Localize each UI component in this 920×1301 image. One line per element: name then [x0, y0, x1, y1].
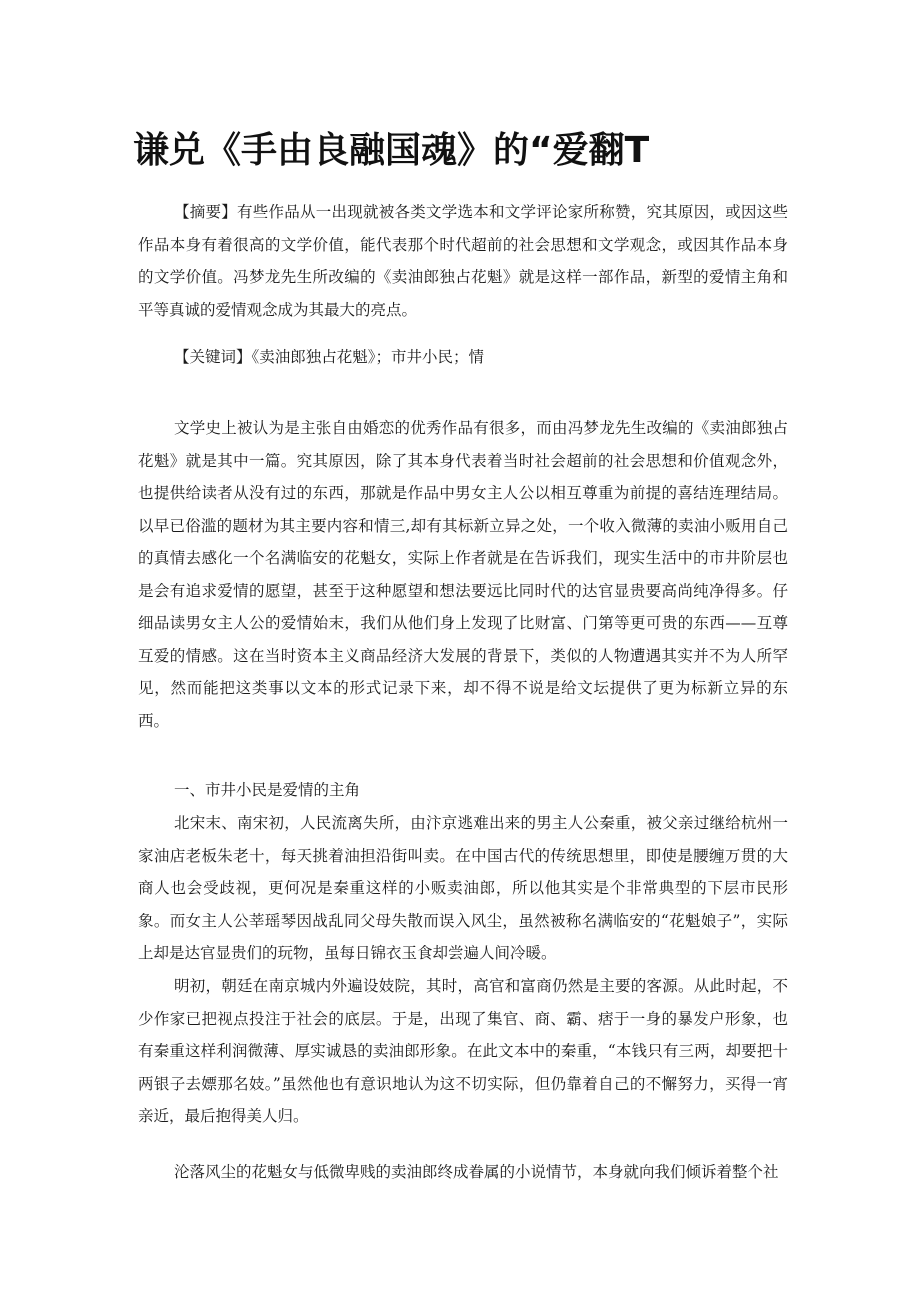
body-paragraph-intro: 文学史上被认为是主张自由婚恋的优秀作品有很多，而由冯梦龙先生改编的《卖油郎独占花魁》就是其中一篇。究其原因，除了其本身代表着当时社会超前的社会思想和价值观念外，也提供给读者从没有过的东西，那就是作品中男女主人公以相互尊重为前提的喜结连理结局。以早已俗滥的题材为其主要内容和情三,却有其标新立异之处，一个收入微薄的卖油小贩用自己的真情去感化一个名满临安的花魁女，实际上作者就是在告诉我们，现实生活中的市井阶层也是会有追求爱情的愿望，甚至于这种愿望和想法要远比同时代的达官显贵要高尚纯净得多。仔细品读男女主人公的爱情始末，我们从他们身上发现了比财富、门第等更可贵的东西——互尊互爱的情感。这在当时资本主义商品经济大发展的背景下，类似的人物遭遇其实并不为人所罕见，然而能把这类事以文本的形式记录下来，却不得不说是给文坛提供了更为标新立异的东西。	[138, 419, 788, 730]
keywords-line: 【关键词】《卖油郎独占花魁》；市井小民；情	[174, 348, 485, 366]
document-title: 谦兑《手由良融国魂》的“爱翻T	[133, 130, 650, 171]
body-paragraph-conclusion: 沦落风尘的花魁女与低微卑贱的卖油郎终成眷属的小说情节，本身就向我们倾诉着整个社	[174, 1163, 779, 1181]
abstract-paragraph: 【摘要】有些作品从一出现就被各类文学选本和文学评论家所称赞，究其原因，或因这些作品本身有着很高的文学价值，能代表那个时代超前的社会思想和文学观念，或因其作品本身的文学价值。冯梦龙先生所改编的《卖油郎独占花魁》就是这样一部作品，新型的爱情主角和平等真诚的爱情观念成为其最大的亮点。	[138, 203, 788, 319]
body-paragraph-ming-chu: 明初，朝廷在南京城内外遍设妓院，其时，高官和富商仍然是主要的客源。从此时起，不少作家已把视点投注于社会的底层。于是，出现了集官、商、霸、痞于一身的暴发户形象，也有秦重这样利润微薄、厚实诚恳的卖油郎形象。在此文本中的秦重，“本钱只有三两，却要把十两银子去嫖那名妓。”虽然他也有意识地认为这不切实际，但仍靠着自己的不懈努力，买得一宵亲近，最后抱得美人归。	[138, 977, 788, 1125]
section-heading: 一、市井小民是爱情的主角	[174, 781, 361, 799]
body-paragraph-qin-zhong: 北宋末、南宋初，人民流离失所，由汴京逃难出来的男主人公秦重，被父亲过继给杭州一家油店老板朱老十，每天挑着油担沿街叫卖。在中国古代的传统思想里，即使是腰缠万贯的大商人也会受歧视，更何况是秦重这样的小贩卖油郎，所以他其实是个非常典型的下层市民形象。而女主人公莘瑶琴因战乱同父母失散而误入风尘，虽然被称名满临安的“花魁娘子”，实际上却是达官显贵们的玩物，虽每日锦衣玉食却尝遍人间冷暖。	[138, 814, 788, 962]
